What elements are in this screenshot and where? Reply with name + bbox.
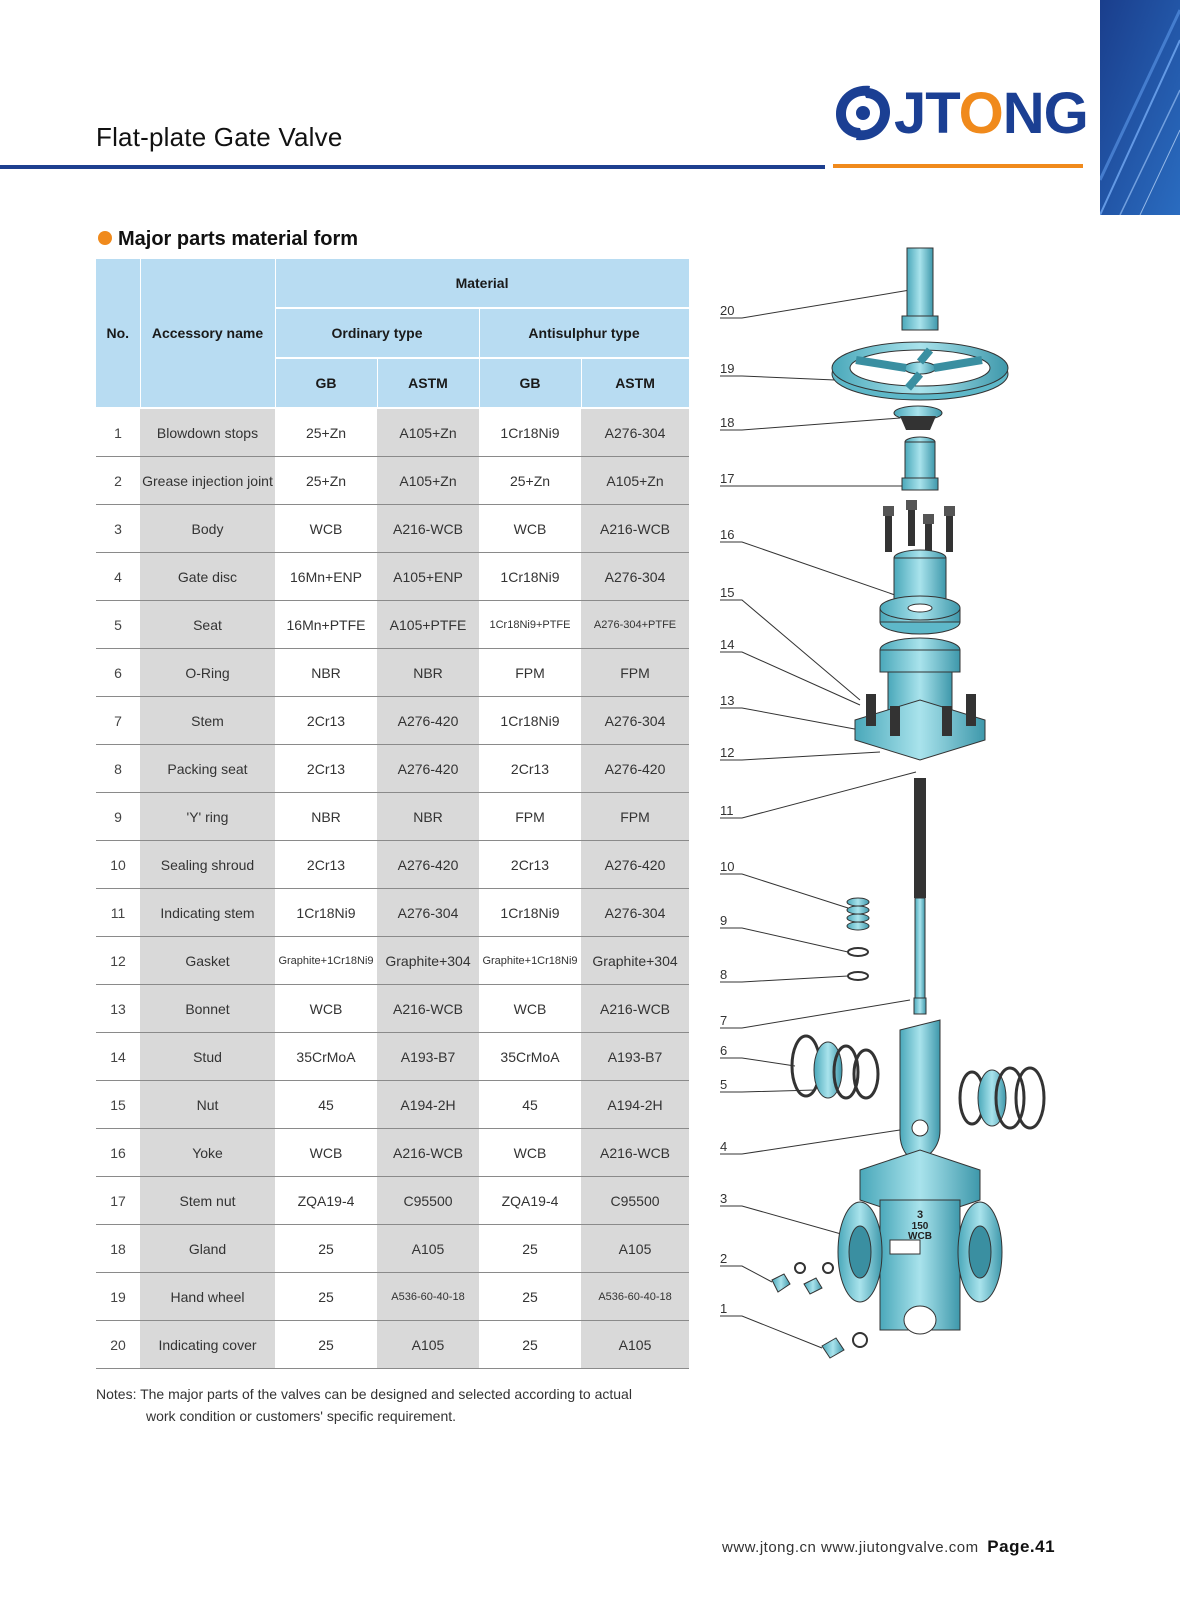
cell-antisulphur-gb: FPM	[479, 649, 581, 697]
part-bonnet	[855, 638, 985, 760]
notes-line-1: Notes: The major parts of the valves can be designed and selected according to actual	[96, 1386, 632, 1402]
cell-antisulphur-gb: 2Cr13	[479, 745, 581, 793]
table-row	[96, 1177, 689, 1225]
part-sealing-shroud	[847, 898, 869, 930]
cell-ordinary-astm: A193-B7	[377, 1033, 479, 1081]
cell-ordinary-gb: 25	[275, 1273, 377, 1321]
notes-line-2: work condition or customers' specific requirement.	[146, 1408, 457, 1424]
header-antisulphur-astm: ASTM	[581, 358, 689, 408]
callout-number: 4	[720, 1139, 728, 1154]
logo-underline	[833, 164, 1083, 168]
callout-leader	[720, 1266, 772, 1282]
cell-antisulphur-astm: FPM	[581, 649, 689, 697]
callout-number: 11	[720, 803, 734, 818]
header-accessory-name: Accessory name	[140, 259, 275, 408]
table-row	[96, 1225, 689, 1273]
cell-no: 14	[96, 1033, 140, 1081]
callout-number: 17	[720, 471, 735, 486]
header-divider	[0, 165, 825, 169]
cell-antisulphur-gb: WCB	[479, 505, 581, 553]
cell-ordinary-astm: A536-60-40-18	[377, 1273, 479, 1321]
footer	[722, 1537, 1055, 1557]
callout-number: 1	[720, 1301, 728, 1316]
cell-antisulphur-astm: A276-420	[581, 841, 689, 889]
callout-number: 15	[720, 585, 735, 600]
cell-accessory-name: Yoke	[140, 1129, 275, 1177]
cell-antisulphur-gb: 1Cr18Ni9	[479, 697, 581, 745]
cell-antisulphur-astm: A276-304	[581, 697, 689, 745]
callout-number: 8	[720, 967, 728, 982]
callout-number: 10	[720, 859, 735, 874]
cell-ordinary-astm: NBR	[377, 649, 479, 697]
cell-ordinary-gb: ZQA19-4	[275, 1177, 377, 1225]
body-mark-pressure: 150	[911, 1221, 929, 1232]
part-hand-wheel	[832, 342, 1008, 400]
body-mark-class: 3	[916, 1209, 924, 1221]
part-blowdown-stop	[822, 1333, 867, 1358]
callout-number: 16	[720, 527, 735, 542]
callout-leader	[720, 290, 910, 318]
cell-ordinary-astm: A216-WCB	[377, 985, 479, 1033]
cell-accessory-name: Gate disc	[140, 553, 275, 601]
cell-antisulphur-astm: A276-304	[581, 553, 689, 601]
cell-ordinary-astm: A276-420	[377, 697, 479, 745]
cell-no: 16	[96, 1129, 140, 1177]
cell-no: 2	[96, 457, 140, 505]
notes	[96, 1383, 632, 1427]
callout-leader	[720, 874, 848, 908]
cell-ordinary-astm: A105	[377, 1321, 479, 1369]
bullet-dot-icon	[98, 231, 112, 245]
cell-no: 12	[96, 937, 140, 985]
cell-ordinary-gb: NBR	[275, 793, 377, 841]
callout-leader	[720, 1316, 822, 1348]
part-body	[838, 1150, 1002, 1334]
part-seats-left	[792, 1036, 878, 1098]
cell-ordinary-gb: 25+Zn	[275, 408, 377, 457]
callout-leader	[720, 1058, 795, 1066]
cell-ordinary-astm: A276-420	[377, 745, 479, 793]
cell-ordinary-astm: A105+Zn	[377, 408, 479, 457]
cell-no: 4	[96, 553, 140, 601]
cell-ordinary-gb: WCB	[275, 505, 377, 553]
cell-accessory-name: Nut	[140, 1081, 275, 1129]
cell-ordinary-gb: 2Cr13	[275, 697, 377, 745]
logo-swirl-icon	[830, 78, 894, 148]
callout-leader	[720, 542, 895, 595]
cell-antisulphur-astm: A193-B7	[581, 1033, 689, 1081]
cell-ordinary-astm: A105+ENP	[377, 553, 479, 601]
page-number: Page.41	[987, 1537, 1056, 1556]
callout-leader	[720, 1090, 815, 1092]
callout-number: 13	[720, 693, 735, 708]
table-row	[96, 553, 689, 601]
header-ordinary-gb: GB	[275, 358, 377, 408]
cell-ordinary-gb: Graphite+1Cr18Ni9	[275, 937, 377, 985]
part-yoke	[880, 550, 960, 634]
callout-leader	[720, 652, 860, 705]
cell-no: 6	[96, 649, 140, 697]
part-packing-seat	[848, 972, 868, 980]
callout-number: 19	[720, 361, 735, 376]
cell-ordinary-astm: A216-WCB	[377, 1129, 479, 1177]
table-row	[96, 1033, 689, 1081]
table-row	[96, 985, 689, 1033]
cell-no: 9	[96, 793, 140, 841]
cell-antisulphur-astm: FPM	[581, 793, 689, 841]
callout-number: 12	[720, 745, 735, 760]
cell-antisulphur-gb: 2Cr13	[479, 841, 581, 889]
header-ordinary-type: Ordinary type	[275, 308, 479, 358]
cell-antisulphur-gb: 35CrMoA	[479, 1033, 581, 1081]
cell-antisulphur-gb: 25	[479, 1321, 581, 1369]
header-antisulphur-gb: GB	[479, 358, 581, 408]
cell-no: 18	[96, 1225, 140, 1273]
cell-antisulphur-astm: C95500	[581, 1177, 689, 1225]
cell-antisulphur-gb: 1Cr18Ni9	[479, 408, 581, 457]
callout-number: 18	[720, 415, 735, 430]
table-row	[96, 697, 689, 745]
callout-number: 3	[720, 1191, 728, 1206]
part-y-ring	[848, 948, 868, 956]
table-row	[96, 601, 689, 649]
part-gland	[894, 406, 942, 430]
table-row	[96, 408, 689, 457]
callout-leader	[720, 600, 860, 700]
cell-ordinary-astm: Graphite+304	[377, 937, 479, 985]
cell-accessory-name: Gasket	[140, 937, 275, 985]
cell-no: 11	[96, 889, 140, 937]
cell-antisulphur-gb: 1Cr18Ni9	[479, 553, 581, 601]
part-seats-right	[960, 1068, 1044, 1128]
cell-ordinary-gb: 25	[275, 1225, 377, 1273]
cell-antisulphur-gb: 25	[479, 1225, 581, 1273]
cell-accessory-name: Hand wheel	[140, 1273, 275, 1321]
page-title: Flat-plate Gate Valve	[96, 122, 343, 152]
cell-ordinary-gb: 35CrMoA	[275, 1033, 377, 1081]
cell-antisulphur-astm: A536-60-40-18	[581, 1273, 689, 1321]
cell-antisulphur-gb: 1Cr18Ni9+PTFE	[479, 601, 581, 649]
callout-number: 6	[720, 1043, 728, 1058]
cell-no: 1	[96, 408, 140, 457]
cell-no: 10	[96, 841, 140, 889]
cell-antisulphur-gb: 45	[479, 1081, 581, 1129]
footer-urls: www.jtong.cn www.jiutongvalve.com	[722, 1539, 979, 1556]
cell-ordinary-astm: A194-2H	[377, 1081, 479, 1129]
cell-ordinary-gb: 25+Zn	[275, 457, 377, 505]
cell-antisulphur-gb: 25+Zn	[479, 457, 581, 505]
cell-ordinary-astm: NBR	[377, 793, 479, 841]
cell-accessory-name: O-Ring	[140, 649, 275, 697]
callout-leader	[720, 1000, 910, 1028]
table-row	[96, 1273, 689, 1321]
cell-antisulphur-astm: A276-304	[581, 408, 689, 457]
cell-antisulphur-astm: A276-304	[581, 889, 689, 937]
cell-antisulphur-gb: ZQA19-4	[479, 1177, 581, 1225]
cell-ordinary-astm: C95500	[377, 1177, 479, 1225]
cell-antisulphur-astm: A276-304+PTFE	[581, 601, 689, 649]
header-ordinary-astm: ASTM	[377, 358, 479, 408]
cell-antisulphur-gb: FPM	[479, 793, 581, 841]
table-row	[96, 745, 689, 793]
callout-leader	[720, 418, 900, 430]
cell-accessory-name: Blowdown stops	[140, 408, 275, 457]
corner-graphic	[1100, 0, 1180, 215]
cell-accessory-name: Seat	[140, 601, 275, 649]
table-row	[96, 793, 689, 841]
cell-accessory-name: Bonnet	[140, 985, 275, 1033]
cell-ordinary-gb: 16Mn+ENP	[275, 553, 377, 601]
callout-number: 20	[720, 303, 735, 318]
part-grease-injection-joint	[772, 1263, 833, 1294]
cell-no: 8	[96, 745, 140, 793]
logo-text: JTONG	[894, 81, 1088, 146]
cell-antisulphur-astm: A194-2H	[581, 1081, 689, 1129]
part-stem-nut	[902, 437, 938, 490]
callout-leader	[720, 928, 848, 952]
cell-antisulphur-astm: A216-WCB	[581, 1129, 689, 1177]
cell-ordinary-gb: 2Cr13	[275, 745, 377, 793]
callout-leader	[720, 772, 916, 818]
cell-antisulphur-astm: Graphite+304	[581, 937, 689, 985]
cell-accessory-name: Stem nut	[140, 1177, 275, 1225]
cell-accessory-name: Stud	[140, 1033, 275, 1081]
cell-ordinary-astm: A105+PTFE	[377, 601, 479, 649]
cell-accessory-name: Stem	[140, 697, 275, 745]
cell-antisulphur-astm: A216-WCB	[581, 505, 689, 553]
header-no: No.	[96, 259, 140, 408]
callout-number: 7	[720, 1013, 728, 1028]
cell-ordinary-gb: NBR	[275, 649, 377, 697]
cell-accessory-name: Indicating stem	[140, 889, 275, 937]
cell-antisulphur-astm: A105+Zn	[581, 457, 689, 505]
cell-antisulphur-astm: A216-WCB	[581, 985, 689, 1033]
cell-accessory-name: Sealing shroud	[140, 841, 275, 889]
callout-leader	[720, 976, 848, 982]
callout-number: 2	[720, 1251, 728, 1266]
table-row	[96, 457, 689, 505]
table-row	[96, 889, 689, 937]
cell-ordinary-gb: 16Mn+PTFE	[275, 601, 377, 649]
cell-antisulphur-gb: Graphite+1Cr18Ni9	[479, 937, 581, 985]
callout-leader	[720, 752, 880, 760]
cell-accessory-name: Grease injection joint	[140, 457, 275, 505]
cell-accessory-name: Indicating cover	[140, 1321, 275, 1369]
cell-accessory-name: Body	[140, 505, 275, 553]
cell-accessory-name: Packing seat	[140, 745, 275, 793]
cell-antisulphur-gb: 1Cr18Ni9	[479, 889, 581, 937]
table-row	[96, 1129, 689, 1177]
table-row	[96, 937, 689, 985]
cell-no: 19	[96, 1273, 140, 1321]
body-mark-material: WCB	[908, 1231, 932, 1242]
cell-antisulphur-astm: A276-420	[581, 745, 689, 793]
cell-no: 13	[96, 985, 140, 1033]
cell-no: 3	[96, 505, 140, 553]
cell-ordinary-astm: A105	[377, 1225, 479, 1273]
callout-number: 14	[720, 637, 735, 652]
table-row	[96, 1321, 689, 1369]
brand-logo	[830, 78, 1090, 158]
table-row	[96, 649, 689, 697]
table-row	[96, 505, 689, 553]
cell-ordinary-astm: A276-304	[377, 889, 479, 937]
cell-accessory-name: Gland	[140, 1225, 275, 1273]
header-antisulphur-type: Antisulphur type	[479, 308, 689, 358]
table-row	[96, 841, 689, 889]
callout-number: 5	[720, 1077, 728, 1092]
cell-ordinary-gb: 1Cr18Ni9	[275, 889, 377, 937]
cell-antisulphur-astm: A105	[581, 1225, 689, 1273]
part-indicating-stem	[914, 778, 926, 998]
cell-ordinary-gb: 45	[275, 1081, 377, 1129]
cell-no: 7	[96, 697, 140, 745]
cell-antisulphur-astm: A105	[581, 1321, 689, 1369]
cell-antisulphur-gb: 25	[479, 1273, 581, 1321]
callout-leader	[720, 708, 860, 730]
part-gate-disc	[900, 998, 940, 1160]
table-row	[96, 1081, 689, 1129]
cell-no: 17	[96, 1177, 140, 1225]
part-indicating-cover	[902, 248, 938, 330]
cell-ordinary-astm: A216-WCB	[377, 505, 479, 553]
cell-no: 20	[96, 1321, 140, 1369]
callout-leader	[720, 1130, 900, 1154]
callout-number: 9	[720, 913, 728, 928]
cell-ordinary-gb: 2Cr13	[275, 841, 377, 889]
cell-ordinary-astm: A276-420	[377, 841, 479, 889]
cell-accessory-name: 'Y' ring	[140, 793, 275, 841]
cell-no: 15	[96, 1081, 140, 1129]
cell-antisulphur-gb: WCB	[479, 1129, 581, 1177]
cell-ordinary-gb: 25	[275, 1321, 377, 1369]
cell-ordinary-gb: WCB	[275, 985, 377, 1033]
cell-antisulphur-gb: WCB	[479, 985, 581, 1033]
section-title: Major parts material form	[98, 228, 358, 251]
materials-table	[96, 259, 690, 1369]
exploded-valve-diagram	[720, 240, 1080, 1370]
cell-ordinary-astm: A105+Zn	[377, 457, 479, 505]
callout-leader	[720, 376, 835, 380]
cell-no: 5	[96, 601, 140, 649]
header-material: Material	[275, 259, 689, 308]
cell-ordinary-gb: WCB	[275, 1129, 377, 1177]
